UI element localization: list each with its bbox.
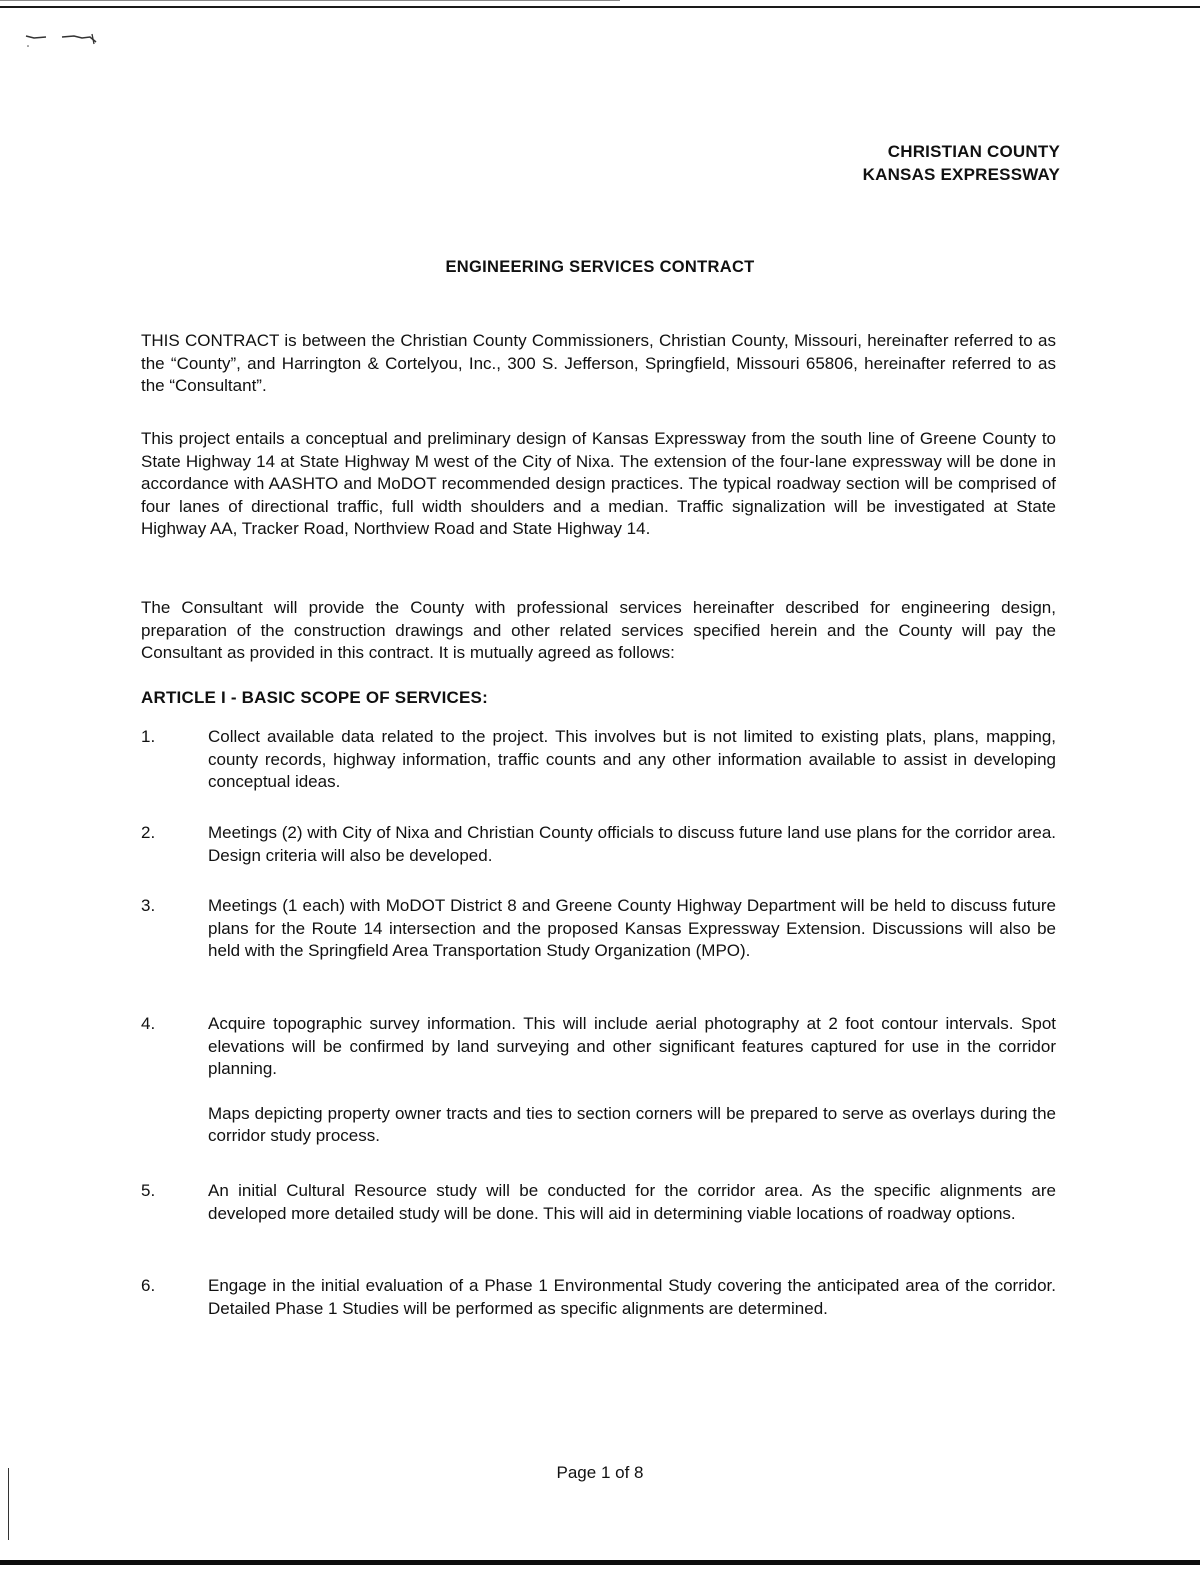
- list-item: [141, 1180, 1056, 1225]
- list-item: [141, 1013, 1056, 1148]
- scan-bottom-rule: [0, 1560, 1200, 1565]
- scan-top-rule: [0, 6, 1200, 8]
- item-number: 3.: [141, 896, 156, 915]
- item-text: An initial Cultural Resource study will be conducted for the corridor area. As the specific alignments are developed more detailed study will be done. This will aid in determining viable locations of roadway options.: [208, 1181, 1056, 1223]
- list-item: [141, 1275, 1056, 1320]
- header-county: CHRISTIAN COUNTY: [887, 142, 1060, 161]
- list-item: [141, 822, 1056, 867]
- paragraph-parties: THIS CONTRACT is between the Christian County Commissioners, Christian County, Missouri, hereinafter referred to as the “County”, and Harrington & Cortelyou, Inc., 300 S. Jefferson, Springfield, Missouri 65806, hereinafter referred to as the “Consultant”.: [141, 331, 1056, 395]
- item-text: Meetings (1 each) with MoDOT District 8 and Greene County Highway Department will be held to discuss future plans for the Route 14 intersection and the proposed Kansas Expressway Extension. Discussions will also be held with the Springfield Area Transportation Study Organization (MPO).: [208, 896, 1056, 960]
- item-text: Collect available data related to the project. This involves but is not limited to existing plats, plans, mapping, county records, highway information, traffic counts and any other information available to assist in developing conceptual ideas.: [208, 727, 1056, 791]
- list-item: [141, 895, 1056, 963]
- paragraph-agreement: The Consultant will provide the County with professional services hereinafter described for engineering design, preparation of the construction drawings and other related services specified herein and the County will pay the Consultant as provided in this contract. It is mutually agreed as follows:: [141, 598, 1056, 662]
- item-number: 6.: [141, 1276, 156, 1295]
- page-number: Page 1 of 8: [556, 1463, 644, 1482]
- item-number: 5.: [141, 1181, 156, 1200]
- document-header: [863, 140, 1060, 186]
- paragraph-project-description: This project entails a conceptual and preliminary design of Kansas Expressway from the south line of Greene County to State Highway 14 at State Highway M west of the City of Nixa. The extension of the four-lane expressway will be done in accordance with AASHTO and MoDOT recommended design practices. The typical roadway section will be comprised of four lanes of directional traffic, full width shoulders and a median. Traffic signalization will be investigated at State Highway AA, Tracker Road, Northview Road and State Highway 14.: [141, 429, 1056, 538]
- scan-margin-mark: [24, 28, 104, 52]
- scan-edge-line: [0, 0, 620, 1]
- item-text: Meetings (2) with City of Nixa and Christian County officials to discuss future land use plans for the corridor area. Design criteria will also be developed.: [208, 823, 1056, 865]
- item-number: 1.: [141, 727, 156, 746]
- header-project: KANSAS EXPRESSWAY: [862, 165, 1060, 184]
- item-text: Engage in the initial evaluation of a Phase 1 Environmental Study covering the anticipated area of the corridor. Detailed Phase 1 Studies will be performed as specific alignments are determined.: [208, 1276, 1056, 1318]
- scan-left-mark: [8, 1468, 9, 1540]
- article-heading: ARTICLE I - BASIC SCOPE OF SERVICES:: [141, 688, 488, 707]
- item-text-continued: Maps depicting property owner tracts and ties to section corners will be prepared to serve as overlays during the corridor study process.: [208, 1103, 1056, 1145]
- list-item: [141, 726, 1056, 794]
- document-title: ENGINEERING SERVICES CONTRACT: [445, 258, 755, 276]
- item-text: Acquire topographic survey information. This will include aerial photography at 2 foot contour intervals. Spot elevations will be confirmed by land surveying and other significant features captured for use in the corridor planning.: [208, 1014, 1056, 1078]
- item-number: 2.: [141, 823, 156, 842]
- item-number: 4.: [141, 1014, 156, 1033]
